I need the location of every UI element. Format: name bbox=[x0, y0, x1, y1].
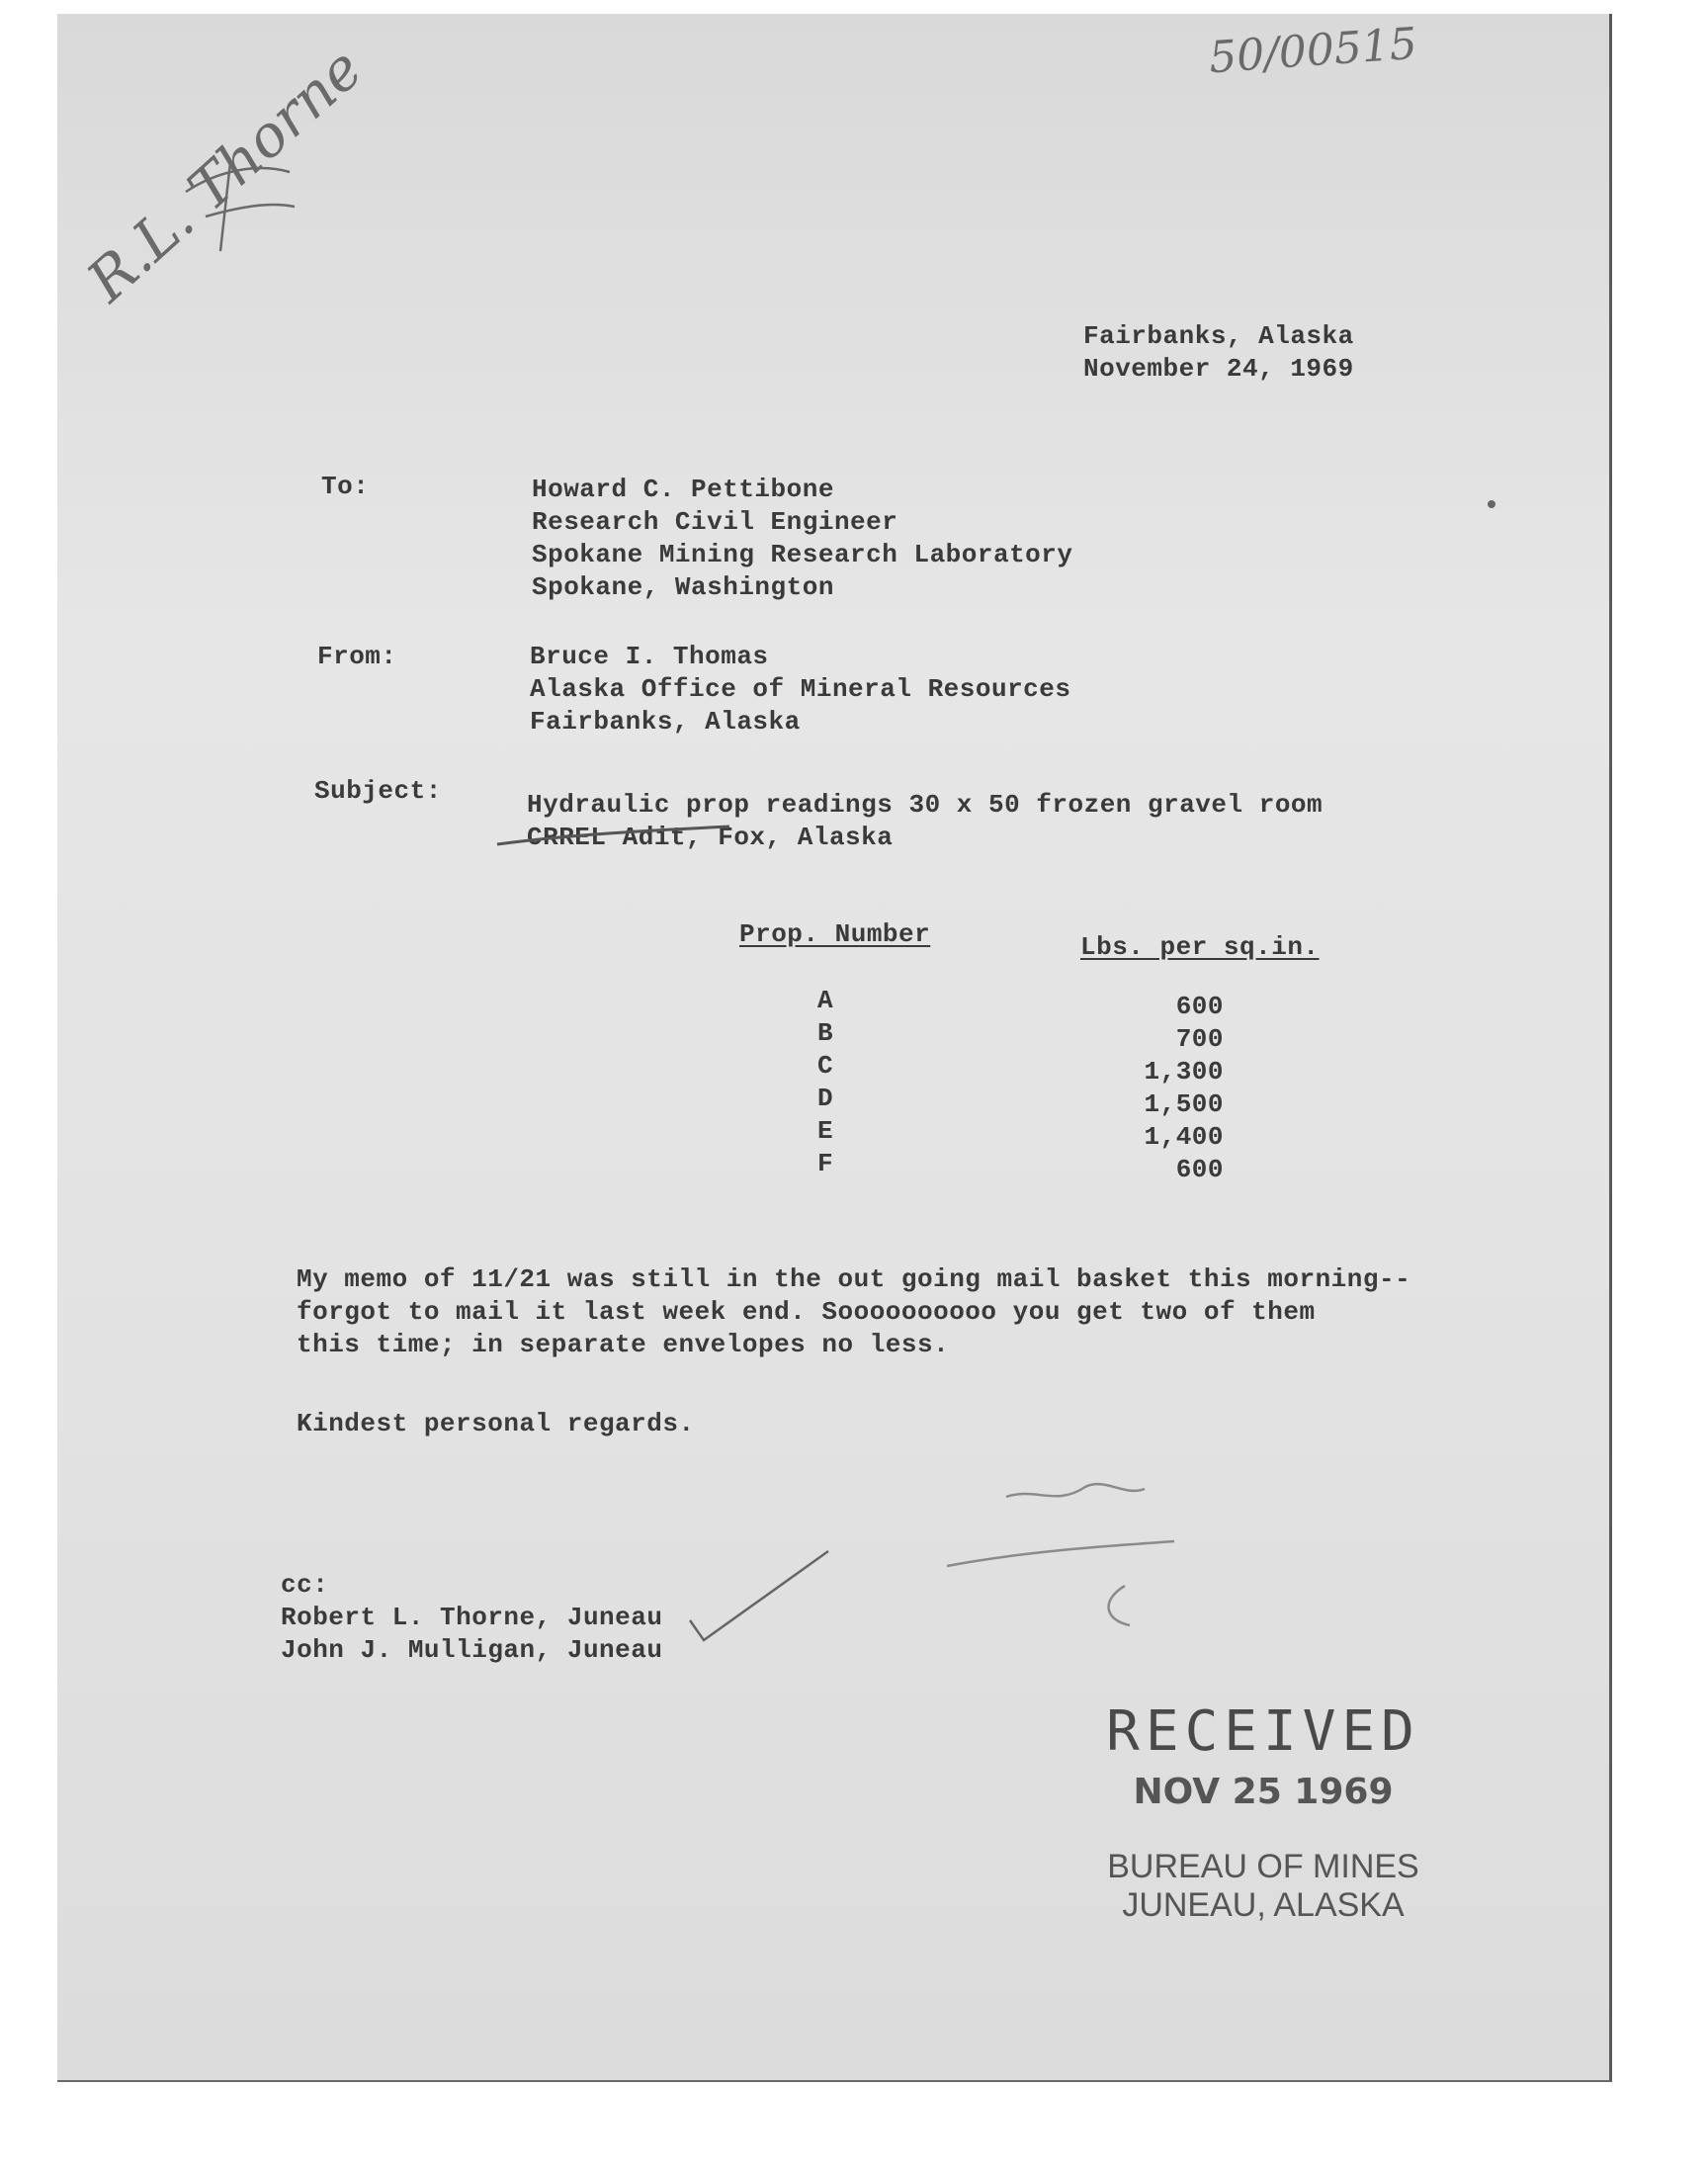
document-page bbox=[57, 14, 1612, 2082]
from-line: Bruce I. Thomas bbox=[530, 642, 769, 671]
subject-line-1: Hydraulic prop readings 30 x 50 frozen gravel room bbox=[527, 790, 1324, 820]
to-line: Spokane Mining Research Laboratory bbox=[532, 540, 1073, 569]
body-line: this time; in separate envelopes no less. bbox=[297, 1330, 950, 1359]
from-line: Fairbanks, Alaska bbox=[530, 707, 801, 737]
table-cell-prop: F bbox=[816, 1149, 834, 1178]
to-label: To: bbox=[321, 472, 370, 501]
subject-line-2: CRREL Adit, Fox, Alaska bbox=[527, 823, 894, 852]
table-cell-prop: C bbox=[816, 1051, 834, 1081]
received-stamp-org-1: BUREAU OF MINES bbox=[1107, 1848, 1419, 1885]
initials-stroke bbox=[186, 162, 295, 251]
table-cell-lbs: 1,400 bbox=[1144, 1122, 1224, 1152]
prop-number-header-text: Prop. Number bbox=[739, 919, 931, 949]
from-line: Alaska Office of Mineral Resources bbox=[530, 674, 1071, 704]
closing-line: Kindest personal regards. bbox=[297, 1409, 695, 1438]
cc-line: John J. Mulligan, Juneau bbox=[281, 1635, 663, 1665]
table-cell-lbs: 700 bbox=[1175, 1024, 1224, 1054]
table-cell-lbs: 1,500 bbox=[1144, 1089, 1224, 1119]
cc-line: Robert L. Thorne, Juneau bbox=[281, 1603, 663, 1632]
to-line: Spokane, Washington bbox=[532, 572, 834, 602]
table-cell-prop: B bbox=[816, 1018, 834, 1048]
table-cell-prop: D bbox=[816, 1084, 834, 1113]
body-line: My memo of 11/21 was still in the out going mail basket this morning-- bbox=[297, 1264, 1411, 1294]
received-stamp bbox=[1056, 1699, 1471, 1925]
table-cell-lbs: 600 bbox=[1175, 1155, 1224, 1184]
table-cell-lbs: 1,300 bbox=[1144, 1057, 1224, 1087]
from-label: From: bbox=[317, 642, 397, 671]
signature-stroke bbox=[947, 1484, 1174, 1625]
received-stamp-date: NOV 25 1969 bbox=[1133, 1772, 1394, 1812]
to-line: Howard C. Pettibone bbox=[532, 475, 834, 504]
lbs-header-text: Lbs. per sq.in. bbox=[1080, 932, 1320, 962]
recipient-handwritten-note: R.L. Thorne bbox=[74, 34, 376, 315]
table-cell-prop: E bbox=[816, 1116, 834, 1146]
body-line: forgot to mail it last week end. Soooooooooo you get two of them bbox=[297, 1297, 1316, 1327]
check-mark-icon bbox=[690, 1551, 828, 1640]
cc-label: cc: bbox=[281, 1570, 329, 1600]
received-stamp-title: RECEIVED bbox=[1106, 1699, 1420, 1764]
subject-label: Subject: bbox=[314, 776, 442, 806]
letterhead-place: Fairbanks, Alaska bbox=[1083, 321, 1354, 351]
received-stamp-org-2: JUNEAU, ALASKA bbox=[1122, 1886, 1405, 1924]
file-number-annotation: 50/00515 bbox=[1207, 18, 1419, 84]
table-cell-prop: A bbox=[816, 986, 834, 1015]
stray-dot bbox=[1488, 500, 1495, 508]
letterhead-date: November 24, 1969 bbox=[1083, 354, 1354, 384]
subject-underline-stroke bbox=[497, 826, 729, 844]
table-cell-lbs: 600 bbox=[1175, 992, 1224, 1021]
to-line: Research Civil Engineer bbox=[532, 507, 898, 537]
